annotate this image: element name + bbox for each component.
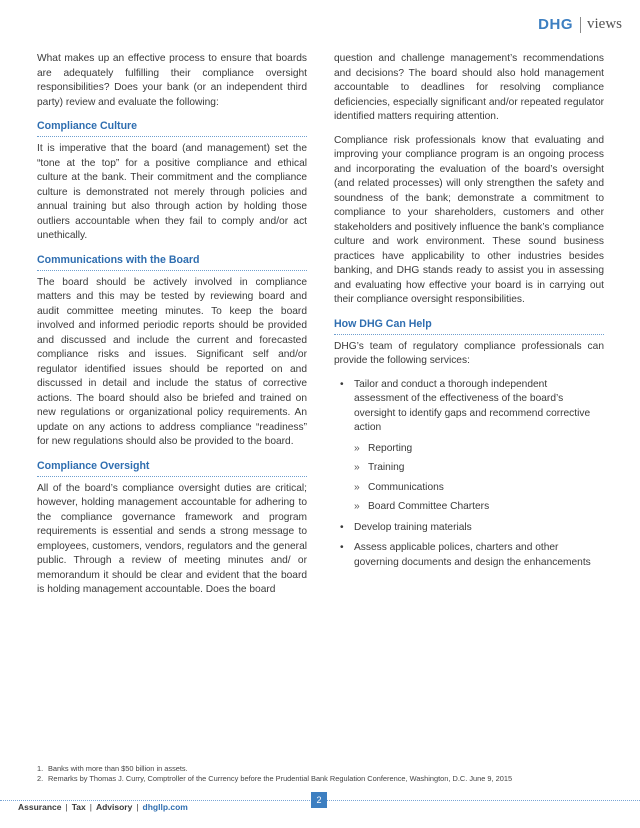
footer-separator: |: [136, 802, 139, 812]
footnote-text: Banks with more than $50 billion in assets.: [48, 764, 188, 773]
service-item: [340, 521, 604, 536]
section-body-compliance-oversight: All of the board’s compliance oversight duties are critical; however, holding management accountable for adhering to the compliance governance framework and program requirements is essential and sends a strong message to employees, customers, vendors, regulators and the general public. Through a review of meeting minutes and/ or memorandum it should be clear and evident that the board is holding management accountable. Does the board: [37, 482, 307, 595]
section-body-compliance-culture: It is imperative that the board (and management) set the “tone at the top” for a positive compliance and ethical culture at the bank. Their commitment and the compliance culture is demonstrated not merely through policies and annual training but also through action by holding those outliers accountable when they fail to comply and/or act unethically.: [37, 143, 307, 241]
service-item: [340, 541, 604, 570]
section-heading-communications: Communications with the Board: [37, 253, 307, 271]
footer-tax: Tax: [71, 802, 86, 812]
help-intro: DHG’s team of regulatory compliance professionals can provide the following services:: [334, 340, 604, 366]
footnote-number: 2.: [37, 774, 44, 783]
service-item: [340, 378, 604, 515]
footer-services: [18, 802, 188, 812]
sub-service-item: » Training: [354, 461, 604, 476]
logo-word: views: [587, 16, 622, 32]
dhg-views-logo: [538, 16, 622, 33]
service-text: Assess applicable polices, charters and other governing documents and design the enhancements: [354, 542, 591, 568]
footnote-number: 1.: [37, 764, 44, 773]
left-column: [37, 52, 307, 607]
footer-separator: |: [65, 802, 68, 812]
sub-service-item: » Board Committee Charters: [354, 500, 604, 515]
right-column: [334, 52, 604, 576]
section-heading-compliance-oversight: Compliance Oversight: [37, 459, 307, 477]
logo-brand: DHG: [538, 16, 573, 33]
footer-assurance: Assurance: [18, 802, 62, 812]
section-heading-compliance-culture: Compliance Culture: [37, 119, 307, 137]
logo-divider: [580, 17, 581, 33]
footer-website-link[interactable]: dhgllp.com: [142, 802, 188, 812]
sub-service-item: » Communications: [354, 481, 604, 496]
continued-paragraph: question and challenge management’s recommendations and decisions? The board should also hold management accountable to deadlines for resolving compliance deficiencies, especially significant and/or repeated regulator identified matters requiring attention.: [334, 53, 604, 122]
footer-advisory: Advisory: [95, 802, 133, 812]
section-body-communications: The board should be actively involved in compliance matters and this may be tested by reviewing board and audit committee meeting minutes. To keep the board involved and informed periodic reports should be provided and discussed and include the current and forecasted compliance risks and issues. Significant self and/or regulator identified issues should be reported on and discussed in detail and include the status of corrective actions. The board should also be briefed and trained on new regulations or organizational policy requirements. An update on any actions to address compliance “readiness” for new regulations should also be provided to the board.: [37, 276, 307, 447]
footnote: [37, 764, 512, 774]
page-number: 2: [311, 792, 327, 808]
footnote: [37, 774, 512, 784]
sub-services-list: [354, 442, 604, 515]
sub-service-item: » Reporting: [354, 442, 604, 457]
intro-paragraph: What makes up an effective process to ensure that boards are adequately fulfilling their compliance oversight responsibilities? Does your bank (or an independent third party) review and evaluate the following:: [37, 53, 307, 108]
footer-separator: |: [89, 802, 92, 812]
section-heading-how-dhg-can-help: How DHG Can Help: [334, 317, 604, 335]
service-text: Tailor and conduct a thorough independent assessment of the effectiveness of the board’s oversight to identify gaps and recommend corrective action: [354, 378, 591, 433]
services-list: [334, 378, 604, 571]
service-text: Develop training materials: [354, 521, 472, 533]
footnote-text: Remarks by Thomas J. Curry, Comptroller of the Currency before the Prudential Bank Regulation Conference, Washington, D.C. June 9, 2015: [48, 774, 513, 783]
evaluation-paragraph: Compliance risk professionals know that evaluating and improving your compliance program is an ongoing process and incorporating the evaluation of the board’s oversight (and related processes) will only strengthen the safety and soundness of the bank; demonstrate a commitment to compliance to your shareholders, customers and other stakeholders and positively influence the bank’s compliance culture and work environment. These sound business practices have applicability to other industries besides banking, and DHG stands ready to assist you in assessing and evaluating how effective your board is in carrying out their compliance oversight responsibilities.: [334, 134, 604, 305]
footnotes: [37, 764, 512, 784]
